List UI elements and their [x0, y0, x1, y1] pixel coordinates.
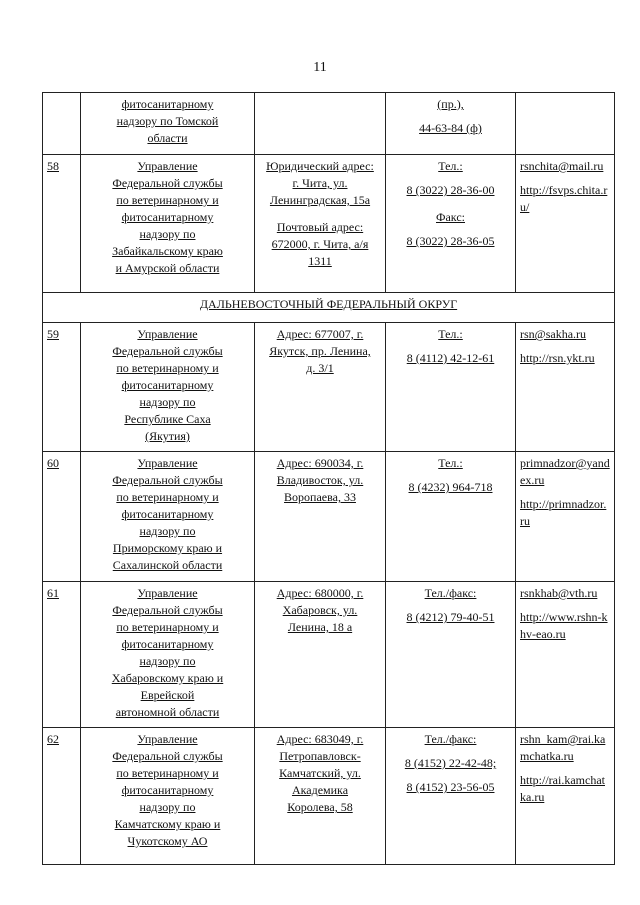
- page-number: 11: [313, 60, 327, 75]
- office-address: [255, 93, 386, 155]
- office-name: фитосанитарному надзору по Томской области: [81, 93, 255, 155]
- website-link[interactable]: http://fsvps.chita.ru/: [520, 183, 608, 214]
- office-name: Управление Федеральной службы по ветеринарному и фитосанитарному надзору по Республике Саха (Якутия): [81, 323, 255, 452]
- table-row: [43, 452, 615, 582]
- row-number: 62: [43, 728, 81, 865]
- office-web: [516, 93, 615, 155]
- office-phone: Тел.: 8 (4112) 42-12-61: [386, 323, 516, 452]
- office-address: Адрес: 683049, г. Петропавловск- Камчатский, ул. Академика Королева, 58: [255, 728, 386, 865]
- table-row: [43, 582, 615, 728]
- email-link[interactable]: rshn_kam@rai.kamchatka.ru: [520, 732, 606, 763]
- website-link[interactable]: http://rsn.ykt.ru: [520, 351, 595, 365]
- section-header-row: [43, 293, 615, 323]
- office-address: Адрес: 680000, г. Хабаровск, ул. Ленина, 18 а: [255, 582, 386, 728]
- office-phone: (пр.), 44-63-84 (ф): [386, 93, 516, 155]
- office-phone: Тел./факс: 8 (4212) 79-40-51: [386, 582, 516, 728]
- row-number: 61: [43, 582, 81, 728]
- office-name: Управление Федеральной службы по ветеринарному и фитосанитарному надзору по Забайкальскому краю и Амурской области: [81, 155, 255, 293]
- office-phone: Тел./факс: 8 (4152) 22-42-48; 8 (4152) 23-56-05: [386, 728, 516, 865]
- table-row: [43, 323, 615, 452]
- office-web: [516, 728, 615, 865]
- office-web: [516, 452, 615, 582]
- email-link[interactable]: rsnchita@mail.ru: [520, 159, 604, 173]
- email-link[interactable]: primnadzor@yandex.ru: [520, 456, 610, 487]
- email-link[interactable]: rsnkhab@vth.ru: [520, 586, 598, 600]
- office-address: Адрес: 677007, г. Якутск, пр. Ленина, д. 3/1: [255, 323, 386, 452]
- table-row: [43, 728, 615, 865]
- section-title: ДАЛЬНЕВОСТОЧНЫЙ ФЕДЕРАЛЬНЫЙ ОКРУГ: [43, 293, 615, 323]
- email-link[interactable]: rsn@sakha.ru: [520, 327, 587, 341]
- website-link[interactable]: http://primnadzor.ru: [520, 497, 607, 528]
- office-phone: Тел.: 8 (3022) 28-36-00 Факс: 8 (3022) 28-36-05: [386, 155, 516, 293]
- table-row-continuation: [43, 93, 615, 155]
- office-web: [516, 323, 615, 452]
- row-number: 60: [43, 452, 81, 582]
- registry-table: [42, 92, 615, 865]
- table-row: [43, 155, 615, 293]
- row-number: [43, 93, 81, 155]
- row-number: 59: [43, 323, 81, 452]
- website-link[interactable]: http://www.rshn-khv-eao.ru: [520, 610, 608, 641]
- office-name: Управление Федеральной службы по ветеринарному и фитосанитарному надзору по Хабаровскому краю и Еврейской автономной области: [81, 582, 255, 728]
- office-web: [516, 155, 615, 293]
- website-link[interactable]: http://rai.kamchatka.ru: [520, 773, 605, 804]
- row-number: 58: [43, 155, 81, 293]
- office-name: Управление Федеральной службы по ветеринарному и фитосанитарному надзору по Приморскому краю и Сахалинской области: [81, 452, 255, 582]
- office-address: Юридический адрес: г. Чита, ул. Ленинградская, 15а Почтовый адрес: 672000, г. Чита, а/я 1311: [255, 155, 386, 293]
- office-name: Управление Федеральной службы по ветеринарному и фитосанитарному надзору по Камчатскому краю и Чукотскому АО: [81, 728, 255, 865]
- office-web: [516, 582, 615, 728]
- office-phone: Тел.: 8 (4232) 964-718: [386, 452, 516, 582]
- office-address: Адрес: 690034, г. Владивосток, ул. Воропаева, 33: [255, 452, 386, 582]
